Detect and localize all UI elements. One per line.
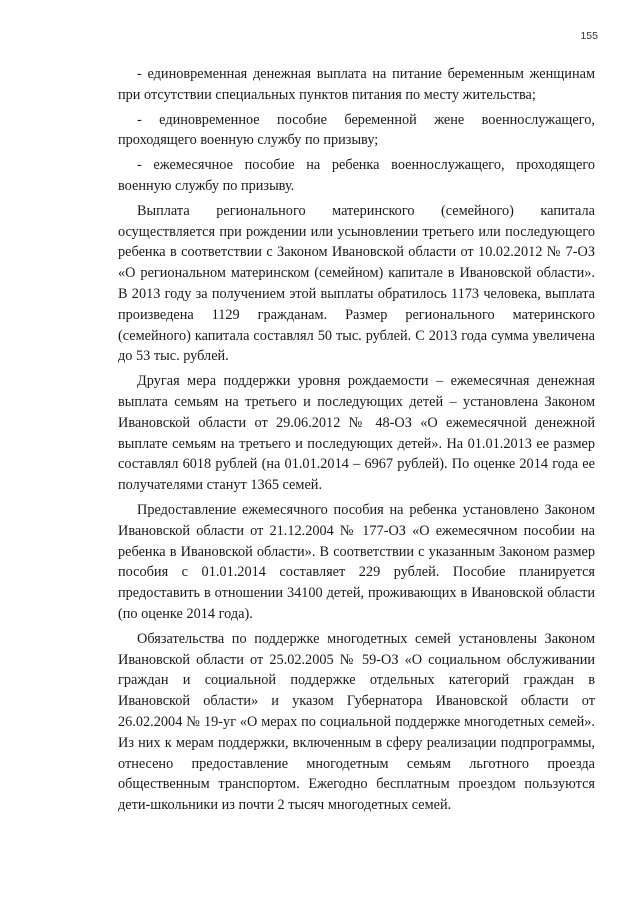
document-body (118, 64, 595, 820)
paragraph-maternity-capital: Выплата регионального материнского (семейного) капитала осуществляется при рождении или усыновлении третьего или последующего ребенка в соответствии с Законом Ивановской области от 10.02.2012 № 7-ОЗ «О региональном материнском (семейном) капитале в Ивановской области». В 2013 году за получением этой выплаты обратилось 1173 человека, выплата произведена 1129 гражданам. Размер регионального материнского (семейного) капитала составлял 50 тыс. рублей. С 2013 года сумма увеличена до 53 тыс. рублей. (118, 202, 595, 365)
paragraph-large-families-support: Обязательства по поддержке многодетных семей установлены Законом Ивановской области от 25.02.2005 № 59-ОЗ «О социальном обслуживании граждан и социальной поддержке отдельных категорий граждан в Ивановской области» и указом Губернатора Ивановской области от 26.02.2004 № 19-уг «О мерах по социальной поддержке многодетных семей». Из них к мерам поддержки, включенным в сферу реализации подпрограммы, отнесено предоставление многодетным семьям льготного проезда общественным транспортом. Ежегодно бесплатным проездом пользуются дети-школьники из почти 2 тысяч многодетных семей. (118, 630, 595, 814)
page-number: 155 (580, 30, 598, 42)
paragraph-monthly-child-benefit: Предоставление ежемесячного пособия на ребенка установлено Законом Ивановской области от 21.12.2004 № 177-ОЗ «О ежемесячном пособии на ребенка в Ивановской области». В соответствии с указанным Законом размер пособия с 01.01.2014 составляет 229 рублей. Пособие планируется предоставить в отношении 34100 детей, проживающих в Ивановской области (по оценке 2014 года). (118, 501, 595, 622)
paragraph-bullet-pregnant-wife-allowance: - единовременное пособие беременной жене военнослужащего, проходящего военную службу по призыву; (118, 111, 595, 149)
paragraph-bullet-nutrition-payment: - единовременная денежная выплата на питание беременным женщинам при отсутствии специальных пунктов питания по месту жительства; (118, 66, 595, 103)
paragraph-monthly-payment-third-child: Другая мера поддержки уровня рождаемости – ежемесячная денежная выплата семьям на третьего и последующих детей – установлена Законом Ивановской области от 29.06.2012 № 48-ОЗ «О ежемесячной денежной выплате семьям на третьего и последующих детей». На 01.01.2013 ее размер составлял 6018 рублей (на 01.01.2014 – 6967 рублей). По оценке 2014 года ее получателями станут 1365 семей. (118, 373, 595, 494)
paragraph-bullet-monthly-child-allowance: - ежемесячное пособие на ребенка военнослужащего, проходящего военную службу по призыву. (118, 157, 595, 194)
